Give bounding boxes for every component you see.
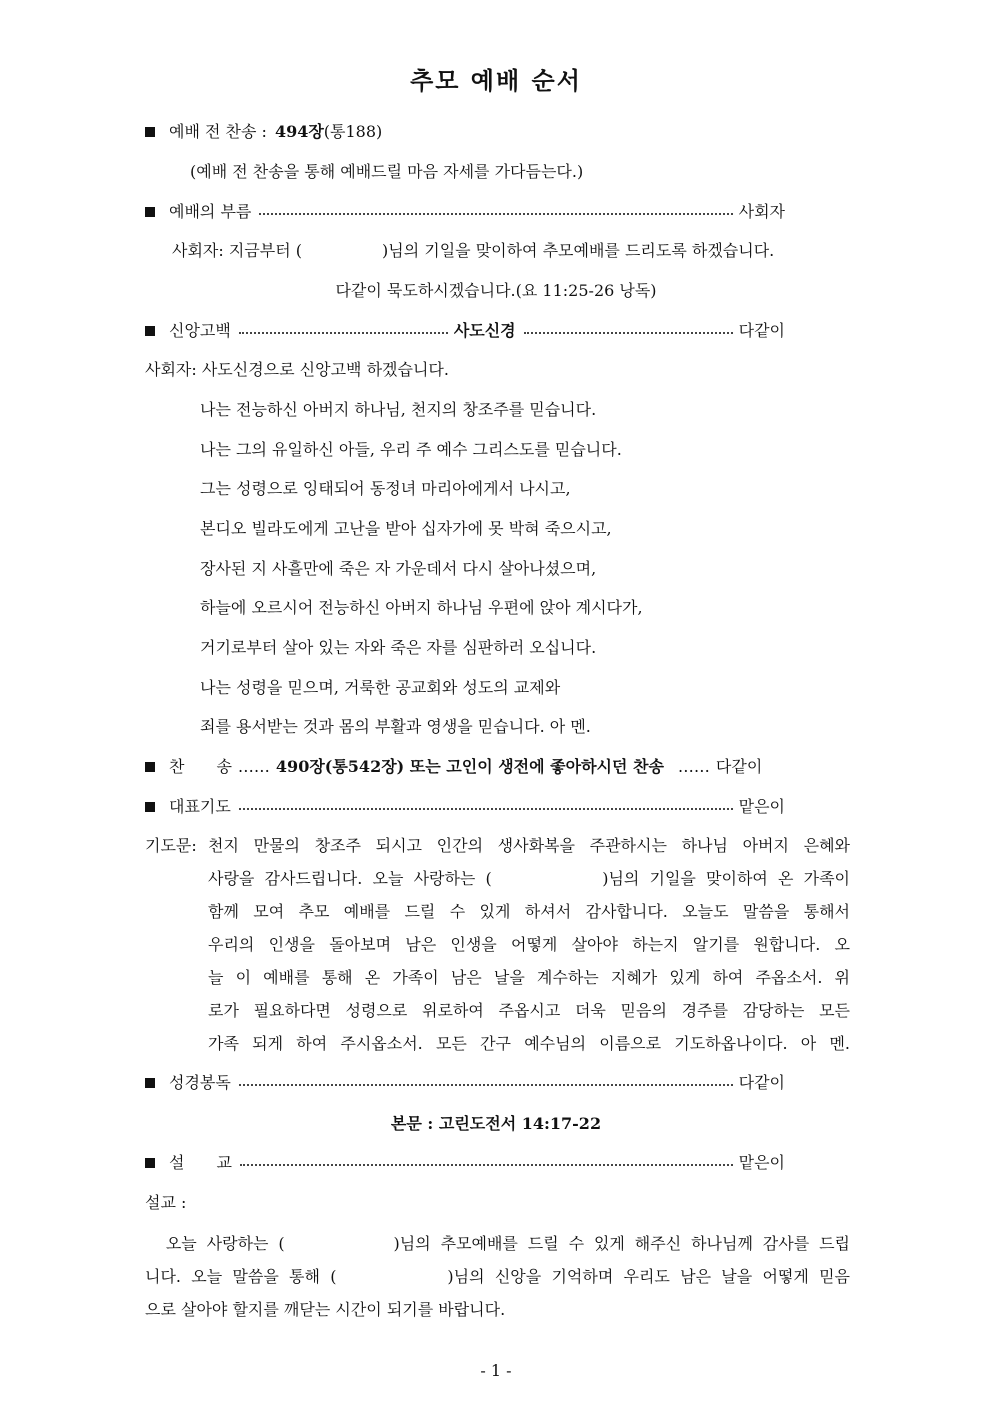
- prayer-line: 우리의 인생을 돌아보며 남은 인생을 어떻게 살아야 하는지 알기를 원합니다. 오: [208, 935, 850, 954]
- prayer-line: 가족 되게 하여 주시옵소서. 모든 간구 예수님의 이름으로 기도하옵나이다. 아 멘.: [208, 1034, 850, 1053]
- creed-line: 나는 성령을 믿으며, 거룩한 공교회와 성도의 교제와: [200, 678, 561, 697]
- prayer-line: 늘 이 예배를 통해 온 가족이 남은 날을 계수하는 지혜가 있게 하여 주옵소서. 위: [208, 968, 850, 987]
- creed-line: 장사된 지 사흘만에 죽은 자 가운데서 다시 살아나셨으며,: [200, 559, 597, 578]
- prayer-line: 로가 필요하다면 성령으로 위로하여 주옵시고 더욱 믿음의 경주를 감당하는 모든: [208, 1001, 850, 1020]
- hymn-label: 찬 송: [169, 757, 232, 776]
- hymn-role: 다같이: [715, 757, 763, 776]
- square-bullet-icon: [145, 1078, 155, 1088]
- scripture-label: 성경봉독: [169, 1073, 231, 1092]
- creed-line: 그는 성령으로 잉태되어 동정녀 마리아에게서 나시고,: [200, 479, 571, 498]
- creed-line: 나는 전능하신 아버지 하나님, 천지의 창조주를 믿습니다.: [200, 400, 597, 419]
- scripture-role: 다같이: [738, 1073, 785, 1092]
- creed-line: 거기로부터 살아 있는 자와 죽은 자를 심판하러 오십니다.: [200, 638, 597, 657]
- call-line-1: 사회자: 지금부터 ( )님의 기일을 맞이하여 추모예배를 드리도록 하겠습니다.: [172, 241, 775, 260]
- creed-intro: 사회자: 사도신경으로 신앙고백 하겠습니다.: [145, 360, 449, 379]
- section-hymn: [145, 756, 785, 778]
- section-call-to-worship: [145, 201, 785, 223]
- sermon-line: 으로 살아야 할지를 깨닫는 시간이 되기를 바랍니다.: [145, 1300, 506, 1319]
- creed-label: 신앙고백: [169, 321, 231, 340]
- creed-line: 나는 그의 유일하신 아들, 우리 주 예수 그리스도를 믿습니다.: [200, 440, 622, 459]
- dotted-leader: [239, 332, 448, 334]
- prayer-role: 맡은이: [738, 797, 785, 816]
- dotted-leader: [259, 213, 732, 215]
- square-bullet-icon: [145, 1158, 155, 1168]
- pre-hymn-sub: (통188): [323, 122, 383, 141]
- call-label: 예배의 부름: [169, 202, 252, 221]
- sermon-line: 니다. 오늘 말씀을 통해 ( )님의 신앙을 기억하며 우리도 남은 날을 어떻게 믿음: [145, 1267, 850, 1286]
- creed-line: 하늘에 오르시어 전능하신 아버지 하나님 우편에 앉아 계시다가,: [200, 598, 643, 617]
- prayer-line: 사랑을 감사드립니다. 오늘 사랑하는 ( )님의 기일을 맞이하여 온 가족이: [208, 869, 850, 888]
- dotted-leader: [524, 332, 733, 334]
- pre-hymn-number: 494장: [274, 122, 324, 141]
- section-prayer: [145, 796, 785, 818]
- prayer-label: 대표기도: [169, 797, 231, 816]
- creed-middle: 사도신경: [453, 321, 516, 340]
- call-line-2: 다같이 묵도하시겠습니다.(요 11:25-26 낭독): [335, 281, 657, 300]
- prayer-prefix: 기도문:: [145, 836, 197, 855]
- prayer-line: 천지 만물의 창조주 되시고 인간의 생사화복을 주관하시는 하나님 아버지 은혜와: [208, 836, 850, 855]
- square-bullet-icon: [145, 762, 155, 772]
- sermon-label: 설 교: [169, 1153, 232, 1172]
- page-number: - 1 -: [480, 1361, 512, 1380]
- creed-line: 죄를 용서받는 것과 몸의 부활과 영생을 믿습니다. 아 멘.: [200, 717, 591, 736]
- creed-line: 본디오 빌라도에게 고난을 받아 십자가에 못 박혀 죽으시고,: [200, 519, 612, 538]
- call-role: 사회자: [738, 202, 785, 221]
- pre-hymn-label: 예배 전 찬송 :: [169, 122, 267, 141]
- square-bullet-icon: [145, 802, 155, 812]
- hymn-text: 490장(통542장) 또는 고인이 생전에 좋아하시던 찬송: [275, 757, 664, 776]
- document-title: 추모 예배 순서: [410, 66, 582, 95]
- section-pre-hymn: [145, 121, 785, 143]
- creed-role: 다같이: [738, 321, 785, 340]
- section-creed: [145, 320, 785, 342]
- square-bullet-icon: [145, 207, 155, 217]
- pre-hymn-note: (예배 전 찬송을 통해 예배드릴 마음 자세를 가다듬는다.): [190, 162, 584, 181]
- dotted-leader: [239, 808, 733, 810]
- section-scripture: [145, 1072, 785, 1094]
- dotted-leader: ……: [237, 757, 270, 776]
- square-bullet-icon: [145, 326, 155, 336]
- dotted-leader: [240, 1164, 733, 1166]
- section-sermon: [145, 1152, 785, 1174]
- sermon-heading: 설교 :: [145, 1193, 187, 1212]
- sermon-line: 오늘 사랑하는 ( )님의 추모예배를 드릴 수 있게 해주신 하나님께 감사를 드립: [145, 1234, 850, 1253]
- sermon-body: [145, 1227, 850, 1326]
- prayer-line: 함께 모여 추모 예배를 드릴 수 있게 하셔서 감사합니다. 오늘도 말씀을 통해서: [208, 902, 850, 921]
- prayer-body: [208, 829, 850, 1060]
- dotted-leader: [239, 1084, 733, 1086]
- square-bullet-icon: [145, 127, 155, 137]
- dotted-leader: ……: [677, 757, 710, 776]
- sermon-role: 맡은이: [738, 1153, 785, 1172]
- scripture-text: 본문 : 고린도전서 14:17-22: [390, 1114, 602, 1133]
